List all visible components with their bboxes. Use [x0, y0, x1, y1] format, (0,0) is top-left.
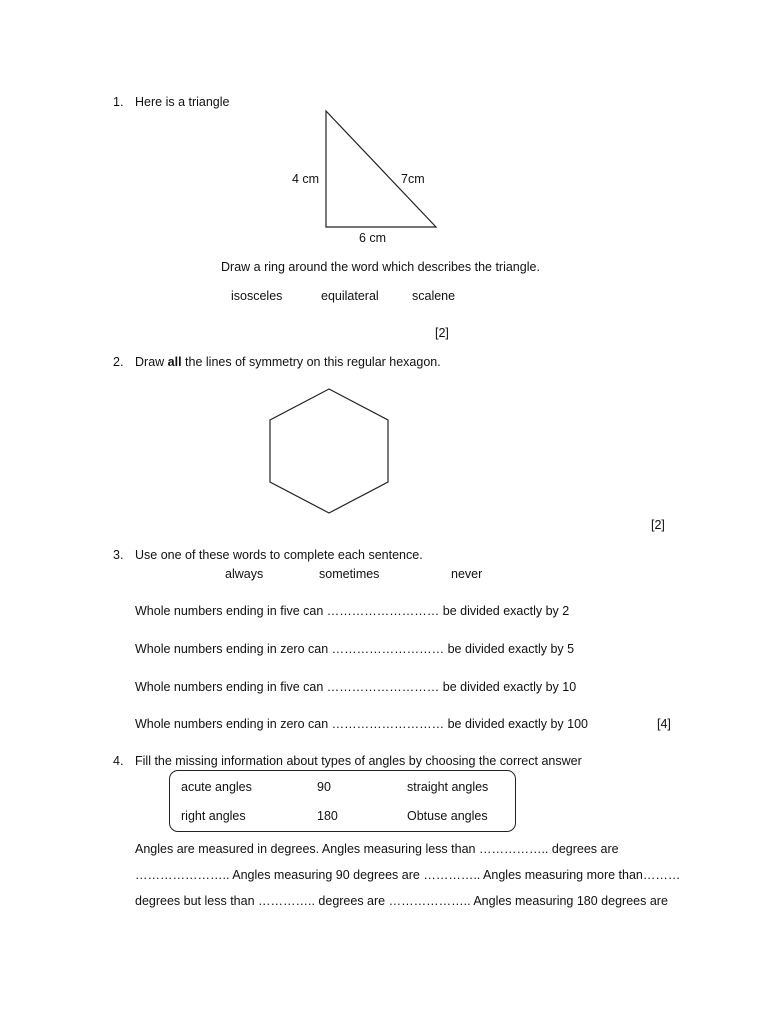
triangle-hypotenuse-label: 7cm	[401, 172, 425, 186]
triangle-bottom-label: 6 cm	[359, 231, 387, 245]
q4-box-180: 180	[317, 809, 338, 823]
q2-prompt-pre: Draw	[135, 355, 168, 369]
q1-instruction: Draw a ring around the word which describes the triangle.	[221, 260, 540, 274]
q3-word-sometimes: sometimes	[319, 567, 380, 581]
q4-box-right-angles: right angles	[181, 809, 246, 823]
q1-marks: [2]	[435, 326, 449, 340]
q4-number: 4.	[113, 754, 124, 768]
q4-box-straight-angles: straight angles	[407, 780, 489, 794]
regular-hexagon-figure[interactable]	[265, 385, 393, 519]
q4-box-90: 90	[317, 780, 331, 794]
q1-option-scalene[interactable]: scalene	[412, 289, 456, 303]
right-triangle-figure	[320, 105, 445, 235]
q2-marks: [2]	[651, 518, 665, 532]
q3-sentence-3[interactable]: Whole numbers ending in five can ……………………… be divided exactly by 10	[135, 680, 577, 694]
q1-option-equilateral[interactable]: equilateral	[321, 289, 379, 303]
q3-word-always: always	[225, 567, 264, 581]
q4-fill-line-2[interactable]: ………………….. Angles measuring 90 degrees are ………….. Angles measuring more than………	[135, 868, 681, 882]
q2-prompt	[135, 355, 441, 369]
q4-fill-line-3[interactable]: degrees but less than ………….. degrees are ……………….. Angles measuring 180 degrees are	[135, 894, 668, 908]
triangle-side-left-label: 4 cm	[292, 172, 320, 186]
q1-prompt: Here is a triangle	[135, 95, 230, 109]
q3-sentence-2[interactable]: Whole numbers ending in zero can ……………………… be divided exactly by 5	[135, 642, 575, 656]
q3-number: 3.	[113, 548, 124, 562]
q3-marks: [4]	[657, 717, 671, 731]
q3-word-never: never	[451, 567, 483, 581]
q3-prompt: Use one of these words to complete each sentence.	[135, 548, 423, 562]
q3-sentence-1[interactable]: Whole numbers ending in five can ……………………… be divided exactly by 2	[135, 604, 570, 618]
q1-number: 1.	[113, 95, 124, 109]
q4-prompt: Fill the missing information about types of angles by choosing the correct answer	[135, 754, 582, 768]
q3-sentence-4[interactable]: Whole numbers ending in zero can ……………………… be divided exactly by 100	[135, 717, 588, 731]
q2-prompt-post: the lines of symmetry on this regular hexagon.	[181, 355, 441, 369]
q2-prompt-bold: all	[167, 355, 182, 369]
q4-fill-line-1[interactable]: Angles are measured in degrees. Angles measuring less than …………….. degrees are	[135, 842, 619, 856]
q4-box-acute-angles: acute angles	[181, 780, 252, 794]
q2-number: 2.	[113, 355, 124, 369]
q4-box-obtuse-angles: Obtuse angles	[407, 809, 488, 823]
q1-option-isosceles[interactable]: isosceles	[231, 289, 283, 303]
